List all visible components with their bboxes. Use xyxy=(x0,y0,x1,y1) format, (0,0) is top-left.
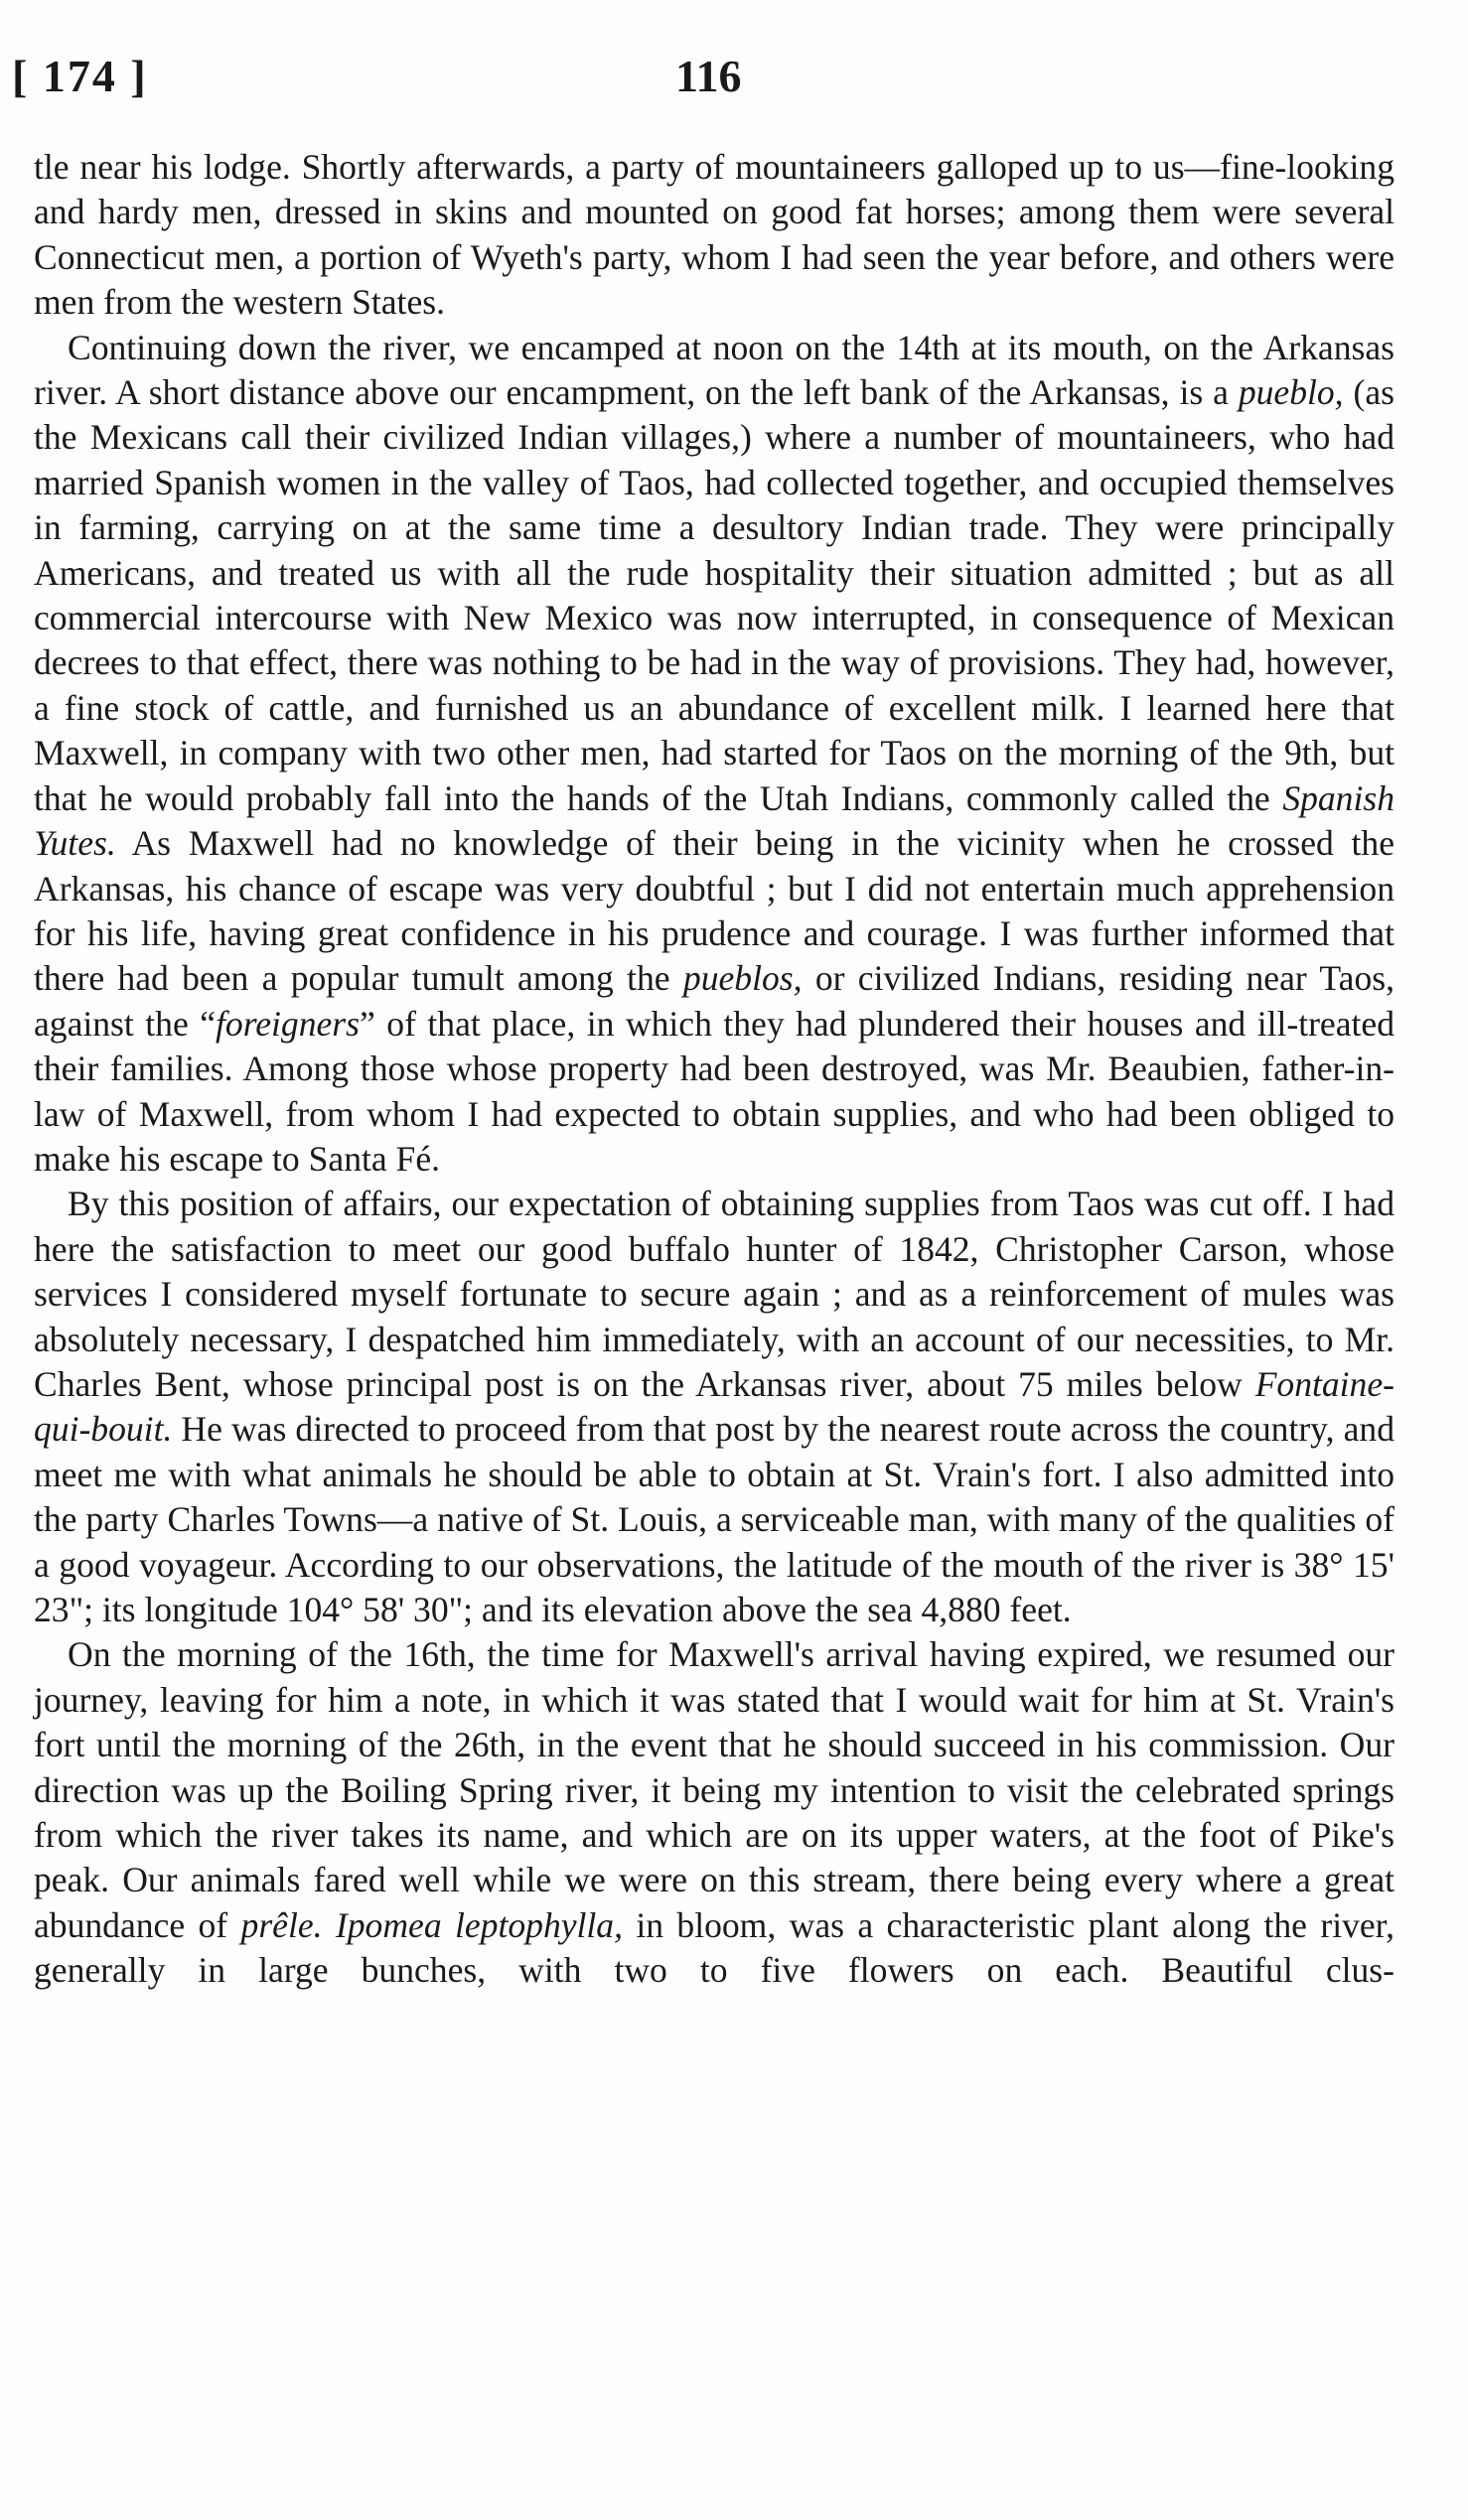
text-run: or civilized Indians, residing near Taos, against the “ xyxy=(34,958,1395,1044)
text-run: On the morning of the 16th, the time for Maxwell's arrival having expired, we resumed our journey, leaving for him a note, in which it was stated that I would wait for him at St. Vrain's fort until the morning of the 26th, in the event that he should succeed in his commission. Our direction was up the Boiling Spring river, it being my intention to visit the celebrated springs from which the river takes its name, and which are on its upper waters, at the foot of Pike's peak. Our animals fared well while we were on this stream, there being every where a great abundance of xyxy=(34,1634,1395,1945)
text-run: ” of that place, in which they had plundered their houses and ill-treated their families. Among those whose property had been destroyed, was Mr. Beaubien, father-in-law of Maxwell, from whom I had expected to obtain supplies, and who had been obliged to make his escape to Santa Fé. xyxy=(34,1003,1395,1179)
text-run: Continuing down the river, we encamped at noon on the 14th at its mouth, on the Arkansas river. A short distance above our encampment, on the left bank of the Arkansas, is a xyxy=(34,327,1395,413)
page-number: 116 xyxy=(675,51,742,101)
italic-text: Spanish Yutes. xyxy=(34,777,1395,864)
text-run: He was directed to proceed from that post by the nearest route across the country, and meet me with what animals he should be able to obtain at St. Vrain's fort. I also admitted into the party Charles Towns—a native of St. Louis, a serviceable man, with many of the qualities of a good voyageur. According to our observations, the latitude of the mouth of the river is 38° 15' 23"; its longitude 104° 58' 30"; and its elevation above the sea 4,880 feet. xyxy=(34,1409,1395,1629)
text-run: By this position of affairs, our expectation of obtaining supplies from Taos was cut off. I had here the satisfaction to meet our good buffalo hunter of 1842, Christopher Carson, whose services I considered myself fortunate to secure again ; and as a reinforcement of mules was absolutely necessary, I despatched him immediately, with an account of our necessities, to Mr. Charles Bent, whose principal post is on the Arkansas river, about 75 miles below xyxy=(34,1184,1395,1404)
paragraph xyxy=(34,1632,1395,1993)
italic-text: pueblo, xyxy=(1238,372,1344,413)
bracket-page-number: [ 174 ] xyxy=(12,51,148,101)
paragraph xyxy=(34,326,1395,1183)
italic-text: prêle. xyxy=(240,1904,323,1945)
paragraph xyxy=(34,145,1395,326)
text-run: (as the Mexicans call their civilized Indian villages,) where a number of mountaineers, who had married Spanish women in the valley of Taos, had collected together, and occupied themselves in farming, carrying on at the same time a desultory Indian trade. They were principally Americans, and treated us with all the rude hospitality their situation admitted ; but as all commercial intercourse with New Mexico was now interrupted, in consequence of Mexican decrees to that effect, there was nothing to be had in the way of provisions. They had, however, a fine stock of cattle, and furnished us an abundance of excellent milk. I learned here that Maxwell, in company with two other men, had started for Taos on the morning of the 9th, but that he would probably fall into the hands of the Utah Indians, commonly called the xyxy=(34,372,1395,818)
text-run xyxy=(323,1905,336,1945)
italic-text: Fontaine-qui-bouit. xyxy=(34,1363,1395,1450)
italic-text: pueblos, xyxy=(682,958,803,999)
text-run: As Maxwell had no knowledge of their being in the vicinity when he crossed the Arkansas, his chance of escape was very doubtful ; but I did not entertain much apprehension for his life, having great confidence in his prudence and courage. I was further informed that there had been a popular tumult among the xyxy=(34,823,1395,999)
text-run: in bloom, was a characteristic plant along the river, generally in large bunches, with two to five flowers on each. Beautiful clus- xyxy=(34,1904,1395,1991)
text-run: tle near his lodge. Shortly afterwards, a party of mountaineers galloped up to us—fine-looking and hardy men, dressed in skins and mounted on good fat horses; among them were several Connecticut men, a portion of Wyeth's party, whom I had seen the year before, and others were men from the western States. xyxy=(34,147,1395,323)
italic-text: foreigners xyxy=(216,1003,360,1044)
paragraph xyxy=(34,1182,1395,1632)
body-text xyxy=(34,145,1395,1994)
italic-text: Ipomea leptophylla, xyxy=(335,1904,623,1945)
